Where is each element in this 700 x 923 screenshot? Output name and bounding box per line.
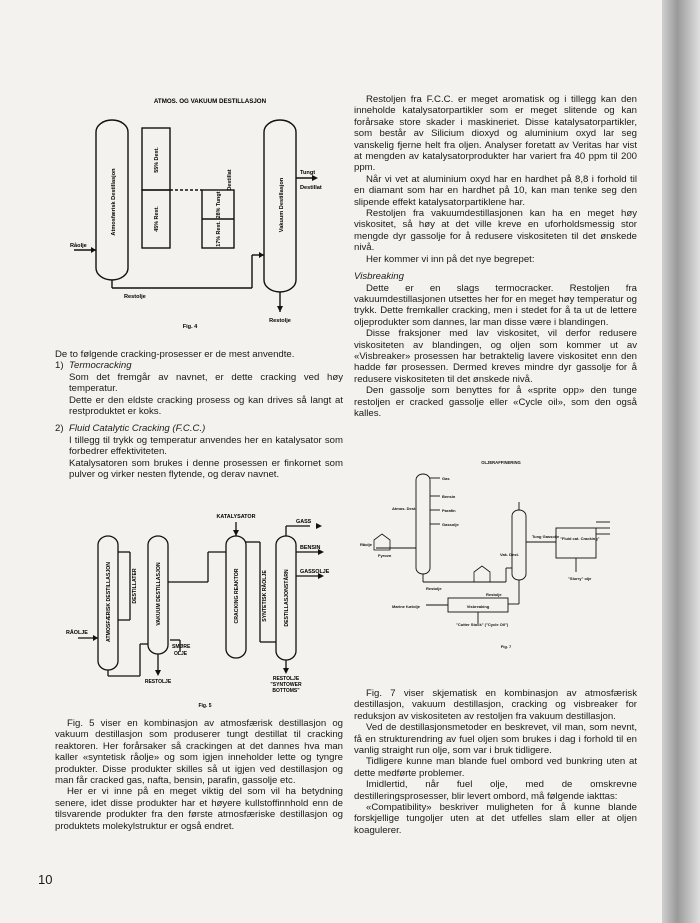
fig5-col3-label: CRACKING REAKTOR — [234, 568, 240, 624]
fig5-katalysator-label: KATALYSATOR — [216, 514, 256, 520]
fig7-paragraph: Fig. 7 viser skjematisk en kombinasjon av atmosfærisk destillasjon, vakuum destillasjon, cracking og visbreaker for reduksjon av viskositeten av restoljen fra vakuum destillasjon. — [354, 688, 637, 722]
list-title-fcc: Fluid Catalytic Cracking (F.C.C.) — [69, 423, 206, 435]
fcc-text-2: Katalysatoren som brukes i denne prosessen er finkornet som pulver og virker nesten flytende, og derav navnet. — [69, 457, 343, 481]
termocracking-text-1: Som det fremgår av navnet, er dette cracking ved høy temperatur. — [69, 371, 343, 395]
fcc-restolje-paragraph: Restoljen fra F.C.C. er meget aromatisk og i tillegg kan den inneholde katalysatorpartikler som er meget slitende og kan forårsake store skader i maskineriet. Disse katalysatorpartikler, som består av Silicium dioxyd og aluminium oxyd lar seg vanskelig fjerne helt fra oljen. Analyser foretatt av Veritas har vist at mengden av katalysatorprodukter har variert fra 40 ppm til 200 ppm. — [354, 94, 637, 174]
bunkering-paragraph: Tidligere kunne man blande fuel ombord ved bunkring uten at dette medførte problemer. — [354, 756, 637, 779]
fig7-tung-label: Tung Gassolje — [532, 534, 560, 539]
fig4-destillat-label: Destillat — [300, 185, 322, 191]
fig5-gass-label: GASS — [296, 519, 312, 525]
new-concept-paragraph: Her kommer vi inn på det nye begrepet: — [366, 253, 535, 265]
fig5-gassolje-label: GASSOLJE — [300, 569, 330, 575]
fig4-title: ATMOS. OG VAKUUM DESTILLASJON — [153, 98, 267, 105]
fig5-col4-label: DESTILLASJONSTÅRN — [284, 569, 290, 627]
fig4-box-55-dest: 55% Dest. — [154, 147, 160, 173]
intro-paragraph: De to følgende cracking-prosesser er de mest anvendte. — [55, 349, 295, 360]
fig5-restolje-label: RESTOLJE — [144, 679, 172, 685]
visbreaking-paragraph-1: Dette er en slags termocracker. Restoljen fra vakuumdestillasjonen utsettes her for en meget høy temperatur og trykk. Dette fremkaller cracking, men i stedet for å ta ut de lettere oljeprodukter som dannes, lar man disse være i blandingen. — [354, 282, 637, 328]
fig4-box-17-rest: 17% Rest. — [216, 221, 222, 247]
fig5-restolje2-label-c: BOTTOMS" — [272, 688, 300, 694]
fig4-col2-label: Vakuum Destillasjon — [279, 177, 285, 233]
observations-paragraph: Imidlertid, når fuel olje, med de omskrevne destilleringsprosesser, blir levert ombord, må følgende iakttas: — [354, 779, 637, 802]
termocracking-text-2: Dette er den eldste cracking prosess og kan drives så langt at restproduktet er koks. — [69, 394, 343, 418]
fig7-fyrovn-label: Fyrovn — [378, 553, 392, 558]
structure-change-paragraph: Ved de destillasjonsmetoder en beskrevet, vil man, som nevnt, få en strukturendring av fuel oljen som brukes i dag i forhold til en vanlig straight run olje, som var i bruk tidligere. — [354, 722, 637, 757]
fig5-raolje-label: RÅOLJE — [66, 630, 88, 636]
cycle-oil-paragraph: Den gassolje som benyttes for å «sprite opp» den tunge restoljen er cracked gassolje eller «Cycle oil», som den også kalles. — [354, 385, 637, 419]
fcc-text-1: I tillegg til trykk og temperatur anvendes her en katalysator som forbedrer effektiviteten. — [69, 434, 343, 458]
left-column-upper — [55, 349, 343, 480]
list-number-1: 1) — [55, 360, 64, 372]
fig7-fluid-label: "Fluid cat. Cracking" — [560, 536, 600, 541]
fig5-paragraph: Fig. 5 viser en kombinasjon av atmosfærisk destillasjon og vakuum destillasjon som produserer tungt destillat til cracking reaktoren. Her forårsaker så crackingen at det dannes hva man kaller «syntetisk råolje» og som igjen inneholder lette og tyngre produkter. Disse produkter skilles så ut igjen ved destillasjon og man får cracked gas, nafta, bensin, parafin, gassolje etc. — [55, 718, 343, 787]
viscosity-paragraph: Restoljen fra vakuumdestillasjonen kan ha en meget høy viskositet, så høy at det ville kreve en uforholdsmessig stor mengde dyr gassolje for å redusere viskositeten til det ønskede nivå. — [354, 208, 637, 254]
fig7-caption: Fig. 7 — [500, 644, 512, 649]
figure-4-diagram — [60, 90, 360, 336]
fig7-marine-label: Marine fuelolje — [392, 604, 421, 609]
fig4-caption: Fig. 4 — [182, 324, 198, 330]
fig5-col2-label: VAKUUM DESTILLASJON — [156, 562, 162, 626]
fig4-box-28-tungt: 28% Tungt — [216, 191, 222, 219]
fig4-col1-label: Atmosfærisk Destillasjon — [111, 168, 117, 236]
page-number: 10 — [38, 872, 53, 887]
fig4-box-45-rest: 45% Rest. — [154, 206, 160, 232]
fig4-restolje-label-2: Restolje — [269, 318, 291, 324]
compatibility-paragraph: «Compatibility» beskriver muligheten for å kunne blande forskjellige tungoljer uten at det utfelles slam eller at oljen koagulerer. — [354, 802, 637, 836]
right-column-upper — [354, 94, 637, 419]
fig5-restolje2-label-a: RESTOLJE — [272, 676, 300, 682]
fig7-visbreaking-label: Visbreaking — [466, 604, 490, 609]
fig7-restolje2-label: Restolje — [486, 592, 502, 597]
fig5-bensin-label: BENSIN — [300, 545, 321, 551]
fig7-title: OLJERAFFINERING — [481, 460, 521, 465]
list-title-termocracking: Termocracking — [69, 360, 132, 372]
right-column-lower — [354, 688, 637, 836]
carbon-paragraph: Her er vi inne på en meget viktig del som vil ha betydning senere, idet disse produkter har et høyere kullstoffinnhold enn de tilsvarende produkter fra den første atmosfæriske destillasjon og produktets molekylstruktur er også endret. — [55, 786, 343, 832]
fig4-tungt-label: Tungt — [300, 170, 316, 176]
list-item-fcc — [55, 423, 343, 434]
visbreaking-paragraph-2: Disse fraksjoner med lav viskositet, vil derfor redusere viskositeten av blandingen, og oljen som kommer ut av «Visbreaker» prosessen har betraktelig lavere viskositet enn den hadde før prosessen. Dermed kreves mindre dyr gassolje for å redusere viskositeten til det ønskede nivå. — [354, 328, 637, 385]
figure-5-diagram — [60, 512, 360, 710]
fig7-vak-label: Vak. Dest. — [500, 552, 519, 557]
fig4-restolje-label-1: Restolje — [124, 294, 146, 300]
fig7-gas-label: Gas — [442, 476, 450, 481]
fig7-restolje-label: Restolje — [426, 586, 442, 591]
fig5-smore-label-2: OLJE — [174, 651, 188, 657]
hardness-paragraph: Når vi vet at aluminium oxyd har en hardhet på 8,8 i forhold til en diamant som har en hardhet på 10, kan man tenke seg den slipende effekt katalysatorpartiklene har. — [354, 173, 637, 208]
fig4-raolje-label: Råolje — [70, 243, 87, 249]
fig5-restolje2-label-b: "SYNTOWER — [270, 682, 302, 688]
fig7-slurry-label: "Slurry" olje — [568, 576, 592, 581]
fig7-raolje-label: Råolje — [360, 542, 373, 547]
list-number-2: 2) — [55, 423, 64, 435]
fig7-gassolje-label: Gassolje — [442, 522, 459, 527]
visbreaking-heading: Visbreaking — [354, 271, 404, 283]
fig5-caption: Fig. 5 — [198, 703, 212, 709]
fig5-destillater-label: DESTILLATER — [132, 568, 138, 604]
fig7-cutter-label: "Cutter Stock" ("Cycle Oil") — [456, 622, 509, 627]
list-item-termocracking — [55, 360, 343, 371]
figure-7-diagram — [356, 458, 646, 658]
left-column-lower — [55, 718, 343, 832]
fig7-atmos-label: Atmos. Dest. — [392, 506, 417, 511]
fig5-smore-label-1: SMØRE — [172, 644, 191, 650]
fig5-syntetisk-label: SYNTETISK RÅOLJE — [262, 570, 268, 622]
fig7-parafin-label: Parafin — [442, 508, 456, 513]
fig7-bensin-label: Bensin — [442, 494, 456, 499]
fig4-box-destillat: Destillat — [227, 169, 233, 191]
fig5-col1-label: ATMOSFÆRISK DESTILLASJON — [106, 561, 112, 643]
page-edge-shadow — [662, 0, 700, 923]
